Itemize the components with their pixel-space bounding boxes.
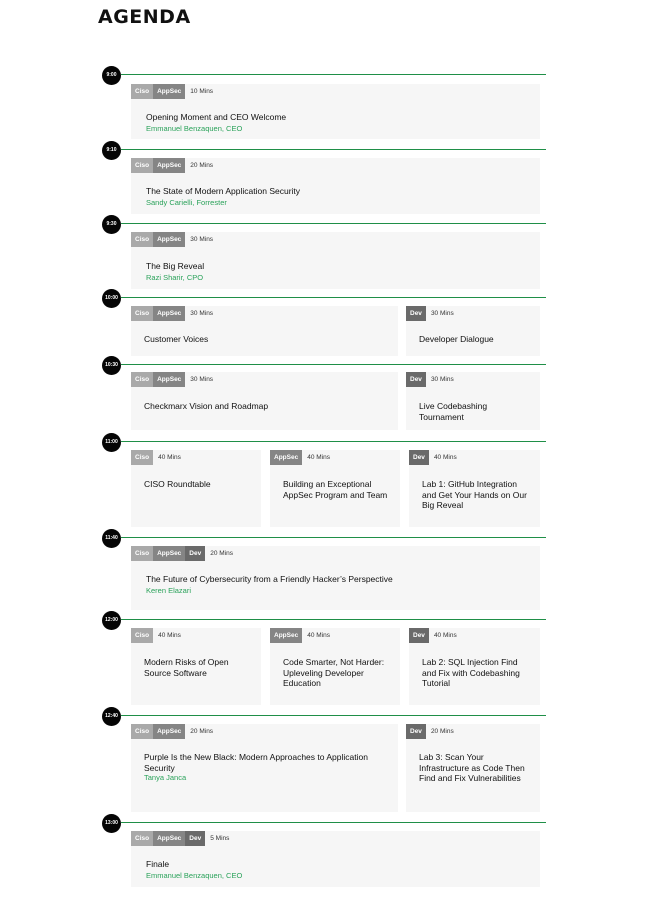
session-duration: 30 Mins — [430, 310, 454, 317]
session-tags — [131, 158, 213, 173]
session-duration: 40 Mins — [433, 632, 457, 639]
slot-divider — [121, 619, 546, 620]
session-duration: 40 Mins — [433, 454, 457, 461]
time-badge: 10:00 — [102, 289, 121, 308]
tag-dev: Dev — [406, 372, 426, 387]
session-duration: 20 Mins — [210, 550, 233, 557]
session-tags — [131, 84, 213, 99]
time-badge: 12:40 — [102, 707, 121, 726]
session-speaker: Tanya Janca — [144, 773, 187, 782]
session-title[interactable]: Lab 2: SQL Injection Find and Fix with Codebashing Tutorial — [422, 657, 520, 688]
slot-divider — [121, 297, 546, 298]
slot-divider — [121, 822, 546, 823]
tag-appsec: AppSec — [153, 84, 185, 99]
session-tags — [131, 372, 213, 387]
session-card[interactable] — [406, 724, 540, 812]
session-tags — [131, 628, 181, 643]
session-title[interactable]: Customer Voices — [144, 334, 209, 344]
tag-appsec: AppSec — [153, 724, 185, 739]
session-card[interactable] — [131, 158, 540, 214]
tag-ciso: Ciso — [131, 232, 153, 247]
session-tags — [409, 450, 457, 465]
slot-divider — [121, 364, 546, 365]
tag-appsec: AppSec — [153, 372, 185, 387]
tag-ciso: Ciso — [131, 306, 153, 321]
session-duration: 30 Mins — [190, 376, 214, 383]
slot-divider — [121, 441, 546, 442]
session-title[interactable]: Lab 3: Scan Your Infrastructure as Code Then Find and Fix Vulnerabilities — [419, 752, 525, 783]
session-title[interactable]: Building an Exceptional AppSec Program and Team — [283, 479, 388, 500]
session-title[interactable]: Opening Moment and CEO Welcome — [146, 112, 287, 122]
session-card[interactable] — [409, 628, 540, 705]
tag-ciso: Ciso — [131, 158, 153, 173]
time-badge: 13:00 — [102, 814, 121, 833]
session-card[interactable] — [270, 628, 400, 705]
tag-appsec: AppSec — [270, 450, 302, 465]
session-duration: 30 Mins — [430, 376, 454, 383]
time-badge: 11:40 — [102, 529, 121, 548]
page-title: AGENDA — [98, 6, 191, 28]
session-duration: 5 Mins — [210, 835, 230, 842]
session-title[interactable]: Purple Is the New Black: Modern Approaches to Application Security — [144, 752, 368, 773]
tag-dev: Dev — [185, 831, 205, 846]
session-tags — [406, 724, 454, 739]
tag-ciso: Ciso — [131, 831, 153, 846]
slot-divider — [121, 715, 546, 716]
slot-divider — [121, 223, 546, 224]
session-tags — [131, 546, 233, 561]
slot-divider — [121, 74, 546, 75]
session-duration: 10 Mins — [190, 88, 214, 95]
session-tags — [406, 306, 454, 321]
tag-dev: Dev — [406, 724, 426, 739]
tag-ciso: Ciso — [131, 628, 153, 643]
tag-ciso: Ciso — [131, 84, 153, 99]
session-duration: 40 Mins — [307, 632, 330, 639]
session-tags — [270, 450, 330, 465]
tag-dev: Dev — [406, 306, 426, 321]
session-title[interactable]: Live Codebashing Tournament — [419, 401, 488, 422]
session-speaker: Emmanuel Benzaquen, CEO — [146, 871, 243, 880]
slot-divider — [121, 537, 546, 538]
session-tags — [131, 232, 213, 247]
tag-appsec: AppSec — [153, 232, 185, 247]
tag-ciso: Ciso — [131, 372, 153, 387]
session-card[interactable] — [131, 724, 398, 812]
session-title[interactable]: Checkmarx Vision and Roadmap — [144, 401, 269, 411]
session-duration: 20 Mins — [430, 728, 454, 735]
session-card[interactable] — [131, 84, 540, 139]
session-tags — [406, 372, 454, 387]
time-badge: 9:10 — [102, 141, 121, 160]
session-speaker: Sandy Carielli, Forrester — [146, 198, 227, 207]
time-badge: 11:00 — [102, 433, 121, 452]
tag-appsec: AppSec — [153, 831, 185, 846]
session-duration: 40 Mins — [307, 454, 330, 461]
time-badge: 10:30 — [102, 356, 121, 375]
session-tags — [131, 450, 181, 465]
session-title[interactable]: The Future of Cybersecurity from a Friendly Hacker’s Perspective — [146, 574, 393, 584]
session-speaker: Keren Elazari — [146, 586, 192, 595]
session-title[interactable]: The State of Modern Application Security — [146, 186, 301, 196]
tag-appsec: AppSec — [153, 158, 185, 173]
session-duration: 40 Mins — [158, 454, 181, 461]
session-duration: 20 Mins — [190, 728, 214, 735]
session-tags — [270, 628, 330, 643]
time-badge: 9:00 — [102, 66, 121, 85]
session-card[interactable] — [131, 232, 540, 289]
tag-dev: Dev — [409, 450, 429, 465]
session-duration: 30 Mins — [190, 310, 214, 317]
session-card[interactable] — [131, 306, 398, 356]
session-speaker: Razi Sharir, CPO — [146, 273, 204, 282]
session-card[interactable] — [409, 450, 540, 527]
session-title[interactable]: Code Smarter, Not Harder: Upleveling Developer Education — [283, 657, 385, 688]
tag-appsec: AppSec — [270, 628, 302, 643]
session-card[interactable] — [131, 628, 261, 705]
session-card[interactable] — [131, 450, 261, 527]
tag-ciso: Ciso — [131, 450, 153, 465]
session-tags — [131, 724, 213, 739]
tag-dev: Dev — [185, 546, 205, 561]
tag-dev: Dev — [409, 628, 429, 643]
session-card[interactable] — [270, 450, 400, 527]
session-speaker: Emmanuel Benzaquen, CEO — [146, 124, 243, 133]
session-tags — [131, 306, 213, 321]
session-title[interactable]: Modern Risks of Open Source Software — [144, 657, 229, 678]
session-title[interactable]: Finale — [146, 859, 170, 869]
tag-appsec: AppSec — [153, 546, 185, 561]
tag-ciso: Ciso — [131, 546, 153, 561]
session-tags — [409, 628, 457, 643]
session-title[interactable]: The Big Reveal — [146, 261, 205, 271]
session-card[interactable] — [406, 372, 540, 430]
session-duration: 40 Mins — [158, 632, 181, 639]
session-card[interactable] — [131, 546, 540, 610]
session-tags — [131, 831, 229, 846]
time-badge: 9:30 — [102, 215, 121, 234]
session-duration: 30 Mins — [190, 236, 214, 243]
session-duration: 20 Mins — [190, 162, 214, 169]
session-title[interactable]: Lab 1: GitHub Integration and Get Your Hands on Our Big Reveal — [422, 479, 527, 510]
session-card[interactable] — [131, 831, 540, 887]
tag-appsec: AppSec — [153, 306, 185, 321]
slot-divider — [121, 149, 546, 150]
session-title[interactable]: CISO Roundtable — [144, 479, 211, 489]
session-card[interactable] — [131, 372, 398, 430]
session-title[interactable]: Developer Dialogue — [419, 334, 494, 344]
session-card[interactable] — [406, 306, 540, 356]
tag-ciso: Ciso — [131, 724, 153, 739]
time-badge: 12:00 — [102, 611, 121, 630]
